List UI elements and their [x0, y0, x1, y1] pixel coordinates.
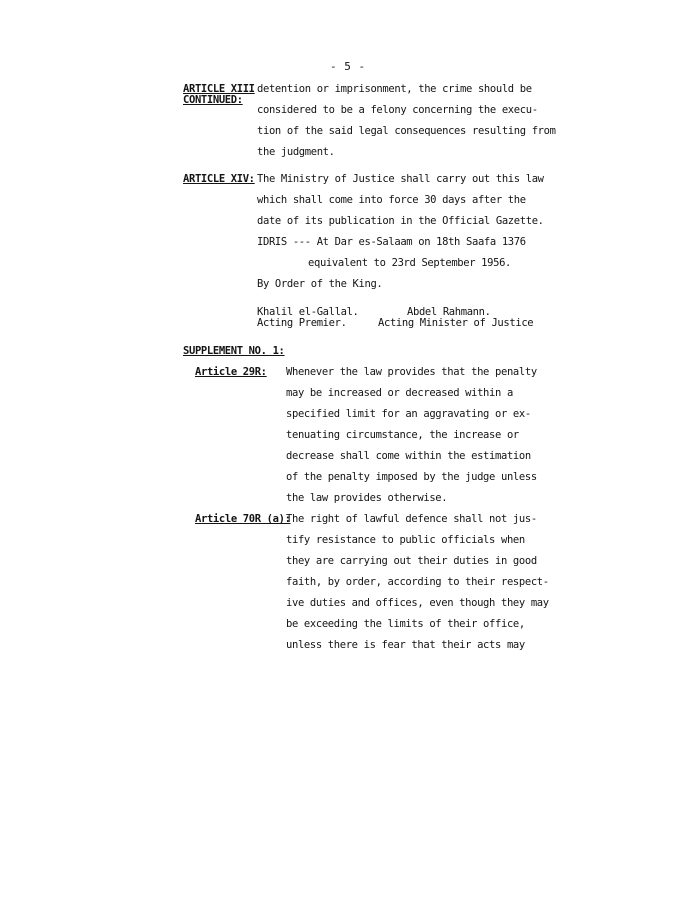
article-29r-line: decrease shall come within the estimation: [286, 450, 531, 462]
article-xiv-line: which shall come into force 30 days after the: [257, 194, 526, 206]
page-number: - 5 -: [330, 60, 366, 73]
article-29r-line: of the penalty imposed by the judge unless: [286, 471, 537, 483]
article-xiii-label: ARTICLE XIII: [183, 83, 255, 95]
article-29r-line: Whenever the law provides that the penalty: [286, 366, 537, 378]
article-xiii-line: tion of the said legal consequences resulting from: [257, 125, 556, 137]
signature-right-title: Acting Minister of Justice: [378, 317, 534, 329]
article-70r-line: faith, by order, according to their respect-: [286, 576, 549, 588]
article-70r-line: ive duties and offices, even though they may: [286, 597, 549, 609]
article-xiii-line: the judgment.: [257, 146, 335, 158]
article-xiv-line: IDRIS --- At Dar es-Salaam on 18th Saafa 1376: [257, 236, 526, 248]
signature-left-title: Acting Premier.: [257, 317, 347, 329]
article-xiii-line: considered to be a felony concerning the execu-: [257, 104, 538, 116]
article-xiv-line: The Ministry of Justice shall carry out this law: [257, 173, 544, 185]
article-29r-line: the law provides otherwise.: [286, 492, 448, 504]
article-xiii-line: detention or imprisonment, the crime should be: [257, 83, 532, 95]
article-xiv-line: By Order of the King.: [257, 278, 383, 290]
article-70r-line: they are carrying out their duties in good: [286, 555, 537, 567]
article-xiii-continued-label: CONTINUED:: [183, 94, 243, 106]
article-29r-line: may be increased or decreased within a: [286, 387, 513, 399]
article-70r-line: The right of lawful defence shall not jus-: [286, 513, 537, 525]
signature-left-name: Khalil el-Gallal.: [257, 306, 359, 318]
signature-right-name: Abdel Rahmann.: [407, 306, 491, 318]
article-29r-label: Article 29R:: [195, 366, 267, 378]
article-29r-line: specified limit for an aggravating or ex-: [286, 408, 531, 420]
article-xiv-line: equivalent to 23rd September 1956.: [308, 257, 512, 269]
article-70r-line: be exceeding the limits of their office,: [286, 618, 525, 630]
article-70r-line: unless there is fear that their acts may: [286, 639, 525, 651]
article-xiv-line: date of its publication in the Official Gazette.: [257, 215, 544, 227]
article-xiv-label: ARTICLE XIV:: [183, 173, 255, 185]
article-29r-line: tenuating circumstance, the increase or: [286, 429, 519, 441]
supplement-label: SUPPLEMENT NO. 1:: [183, 345, 285, 357]
article-70r-label: Article 70R (a):: [195, 513, 291, 525]
article-70r-line: tify resistance to public officials when: [286, 534, 525, 546]
